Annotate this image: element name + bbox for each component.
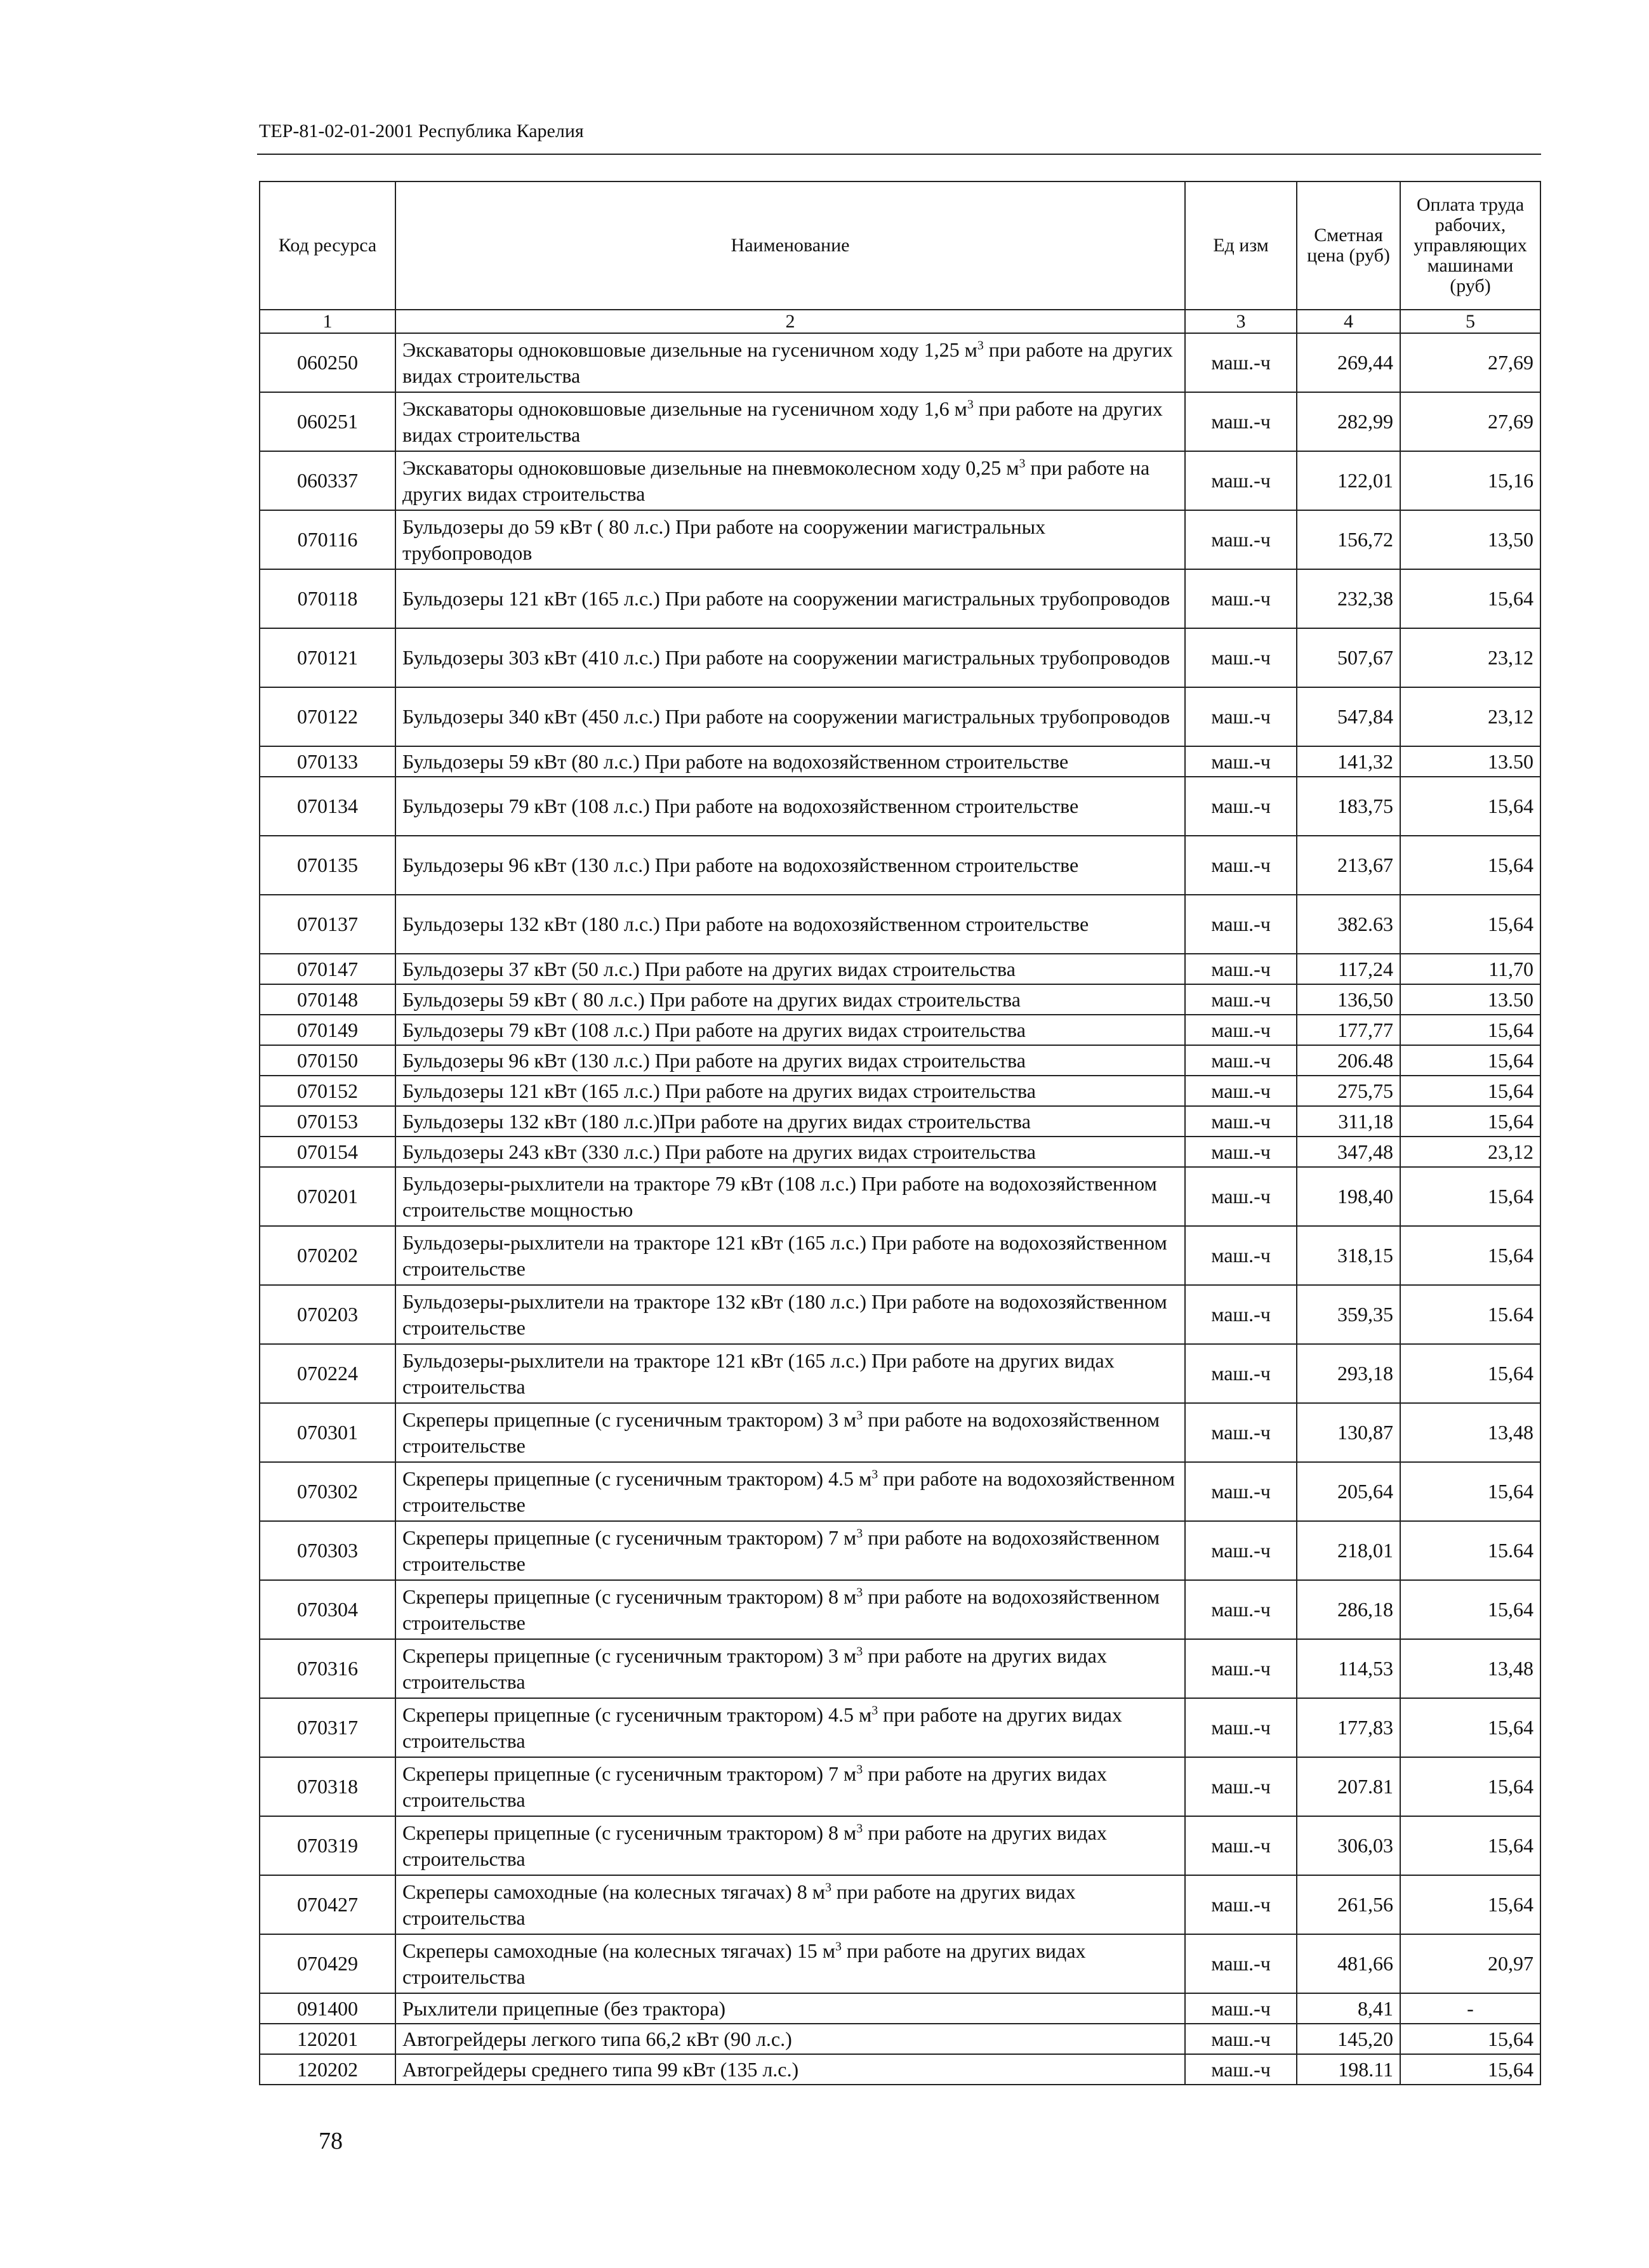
column-number: 2 <box>395 310 1185 333</box>
column-number: 4 <box>1297 310 1400 333</box>
table-header-row <box>260 181 1540 310</box>
table-row <box>260 777 1540 836</box>
resource-name: Скреперы прицепные (с гусеничным трактором) 8 $м^3$ при работе на водохозяйственном строительстве <box>395 1580 1185 1639</box>
operator-wage: 13,48 <box>1400 1403 1540 1462</box>
estimated-price: 130,87 <box>1297 1403 1400 1462</box>
resource-name: Бульдозеры 59 кВт ( 80 л.с.) При работе на других видах строительства <box>395 984 1185 1015</box>
unit-of-measure: маш.-ч <box>1185 1757 1297 1816</box>
unit-of-measure: маш.-ч <box>1185 1015 1297 1045</box>
table-row <box>260 1226 1540 1285</box>
unit-of-measure: маш.-ч <box>1185 628 1297 687</box>
resource-code: 060251 <box>260 392 395 451</box>
resource-code: 070201 <box>260 1167 395 1226</box>
operator-wage: 23,12 <box>1400 687 1540 746</box>
estimated-price: 206.48 <box>1297 1045 1400 1076</box>
table-row <box>260 1015 1540 1045</box>
resource-code: 070429 <box>260 1934 395 1993</box>
table-row <box>260 1106 1540 1137</box>
unit-of-measure: маш.-ч <box>1185 392 1297 451</box>
resource-name: Бульдозеры до 59 кВт ( 80 л.с.) При работе на сооружении магистральных трубопроводов <box>395 510 1185 569</box>
estimated-price: 141,32 <box>1297 746 1400 777</box>
unit-of-measure: маш.-ч <box>1185 1137 1297 1167</box>
resource-code: 070121 <box>260 628 395 687</box>
resource-name: Скреперы прицепные (с гусеничным трактором) 7 $м^3$ при работе на других видах строительства <box>395 1757 1185 1816</box>
unit-of-measure: маш.-ч <box>1185 1639 1297 1698</box>
estimated-price: 213,67 <box>1297 836 1400 895</box>
estimated-price: 507,67 <box>1297 628 1400 687</box>
operator-wage: 15,64 <box>1400 1698 1540 1757</box>
table-row <box>260 836 1540 895</box>
resource-name: Скреперы прицепные (с гусеничным трактором) 4.5 $м^3$ при работе на других видах строительства <box>395 1698 1185 1757</box>
column-number: 5 <box>1400 310 1540 333</box>
estimated-price: 218,01 <box>1297 1521 1400 1580</box>
resource-code: 070316 <box>260 1639 395 1698</box>
resource-code: 070301 <box>260 1403 395 1462</box>
unit-of-measure: маш.-ч <box>1185 836 1297 895</box>
resource-code: 120202 <box>260 2054 395 2085</box>
estimated-price: 261,56 <box>1297 1875 1400 1934</box>
estimated-price: 306,03 <box>1297 1816 1400 1875</box>
resource-code: 070122 <box>260 687 395 746</box>
resource-code: 070318 <box>260 1757 395 1816</box>
operator-wage: 15,64 <box>1400 1816 1540 1875</box>
operator-wage: 23,12 <box>1400 1137 1540 1167</box>
operator-wage: 23,12 <box>1400 628 1540 687</box>
resource-name: Бульдозеры-рыхлители на тракторе 121 кВт (165 л.с.) При работе на других видах строительства <box>395 1344 1185 1403</box>
resource-name: Экскаваторы одноковшовые дизельные на гусеничном ходу 1,25 $м^3$ при работе на других видах строительства <box>395 333 1185 392</box>
resource-name: Бульдозеры 79 кВт (108 л.с.) При работе на водохозяйственном строительстве <box>395 777 1185 836</box>
estimated-price: 122,01 <box>1297 451 1400 510</box>
operator-wage: 15,64 <box>1400 569 1540 628</box>
unit-of-measure: маш.-ч <box>1185 1226 1297 1285</box>
table-row <box>260 1285 1540 1344</box>
resource-name: Экскаваторы одноковшовые дизельные на пневмоколесном ходу 0,25 $м^3$ при работе на других видах строительства <box>395 451 1185 510</box>
operator-wage: 15,64 <box>1400 1344 1540 1403</box>
resource-name: Скреперы прицепные (с гусеничным трактором) 7 $м^3$ при работе на водохозяйственном строительстве <box>395 1521 1185 1580</box>
unit-of-measure: маш.-ч <box>1185 1045 1297 1076</box>
resource-name: Рыхлители прицепные (без трактора) <box>395 1993 1185 2024</box>
operator-wage: 15,64 <box>1400 1226 1540 1285</box>
unit-of-measure: маш.-ч <box>1185 1875 1297 1934</box>
resource-rates-table <box>259 181 1541 2085</box>
resource-name: Бульдозеры 303 кВт (410 л.с.) При работе на сооружении магистральных трубопроводов <box>395 628 1185 687</box>
resource-code: 070202 <box>260 1226 395 1285</box>
resource-name: Бульдозеры 59 кВт (80 л.с.) При работе на водохозяйственном строительстве <box>395 746 1185 777</box>
estimated-price: 177,83 <box>1297 1698 1400 1757</box>
resource-code: 070153 <box>260 1106 395 1137</box>
resource-name: Бульдозеры 132 кВт (180 л.с.)При работе на других видах строительства <box>395 1106 1185 1137</box>
operator-wage: 13.50 <box>1400 984 1540 1015</box>
operator-wage: 15,64 <box>1400 1106 1540 1137</box>
estimated-price: 207.81 <box>1297 1757 1400 1816</box>
resource-code: 070319 <box>260 1816 395 1875</box>
resource-name: Бульдозеры-рыхлители на тракторе 121 кВт (165 л.с.) При работе на водохозяйственном строительстве <box>395 1226 1185 1285</box>
table-row <box>260 569 1540 628</box>
unit-of-measure: маш.-ч <box>1185 569 1297 628</box>
estimated-price: 145,20 <box>1297 2024 1400 2054</box>
operator-wage: 15,16 <box>1400 451 1540 510</box>
unit-of-measure: маш.-ч <box>1185 510 1297 569</box>
unit-of-measure: маш.-ч <box>1185 954 1297 984</box>
unit-of-measure: маш.-ч <box>1185 333 1297 392</box>
estimated-price: 183,75 <box>1297 777 1400 836</box>
estimated-price: 8,41 <box>1297 1993 1400 2024</box>
table-row <box>260 392 1540 451</box>
unit-of-measure: маш.-ч <box>1185 451 1297 510</box>
estimated-price: 198.11 <box>1297 2054 1400 2085</box>
table-row <box>260 1875 1540 1934</box>
estimated-price: 269,44 <box>1297 333 1400 392</box>
resource-code: 070154 <box>260 1137 395 1167</box>
operator-wage: 15,64 <box>1400 1462 1540 1521</box>
unit-of-measure: маш.-ч <box>1185 1934 1297 1993</box>
unit-of-measure: маш.-ч <box>1185 746 1297 777</box>
column-header-name: Наименование <box>395 181 1185 310</box>
unit-of-measure: маш.-ч <box>1185 1076 1297 1106</box>
estimated-price: 286,18 <box>1297 1580 1400 1639</box>
operator-wage: 15,64 <box>1400 1045 1540 1076</box>
unit-of-measure: маш.-ч <box>1185 1521 1297 1580</box>
resource-name: Бульдозеры 96 кВт (130 л.с.) При работе на водохозяйственном строительстве <box>395 836 1185 895</box>
resource-name: Бульдозеры 132 кВт (180 л.с.) При работе на водохозяйственном строительстве <box>395 895 1185 954</box>
table-row <box>260 1698 1540 1757</box>
estimated-price: 198,40 <box>1297 1167 1400 1226</box>
estimated-price: 136,50 <box>1297 984 1400 1015</box>
unit-of-measure: маш.-ч <box>1185 1816 1297 1875</box>
estimated-price: 293,18 <box>1297 1344 1400 1403</box>
operator-wage: 13,48 <box>1400 1639 1540 1698</box>
resource-code: 070133 <box>260 746 395 777</box>
table-row <box>260 746 1540 777</box>
resource-name: Скреперы прицепные (с гусеничным трактором) 3 $м^3$ при работе на других видах строительства <box>395 1639 1185 1698</box>
column-header-wage: Оплата труда рабочих, управляющих машинами (руб) <box>1400 181 1540 310</box>
resource-name: Бульдозеры 96 кВт (130 л.с.) При работе на других видах строительства <box>395 1045 1185 1076</box>
page-number: 78 <box>319 2128 343 2154</box>
unit-of-measure: маш.-ч <box>1185 2054 1297 2085</box>
operator-wage: 15,64 <box>1400 1015 1540 1045</box>
operator-wage: 15,64 <box>1400 895 1540 954</box>
unit-of-measure: маш.-ч <box>1185 1167 1297 1226</box>
table-row <box>260 2024 1540 2054</box>
table-row <box>260 1137 1540 1167</box>
operator-wage: 27,69 <box>1400 333 1540 392</box>
table-body <box>260 333 1540 2085</box>
resource-code: 070147 <box>260 954 395 984</box>
resource-code: 070302 <box>260 1462 395 1521</box>
resource-name: Бульдозеры 37 кВт (50 л.с.) При работе на других видах строительства <box>395 954 1185 984</box>
estimated-price: 481,66 <box>1297 1934 1400 1993</box>
operator-wage: - <box>1400 1993 1540 2024</box>
estimated-price: 114,53 <box>1297 1639 1400 1698</box>
resource-code: 060250 <box>260 333 395 392</box>
estimated-price: 156,72 <box>1297 510 1400 569</box>
table-row <box>260 1521 1540 1580</box>
unit-of-measure: маш.-ч <box>1185 895 1297 954</box>
operator-wage: 11,70 <box>1400 954 1540 984</box>
resource-code: 070148 <box>260 984 395 1015</box>
estimated-price: 232,38 <box>1297 569 1400 628</box>
unit-of-measure: маш.-ч <box>1185 1403 1297 1462</box>
table-row <box>260 1462 1540 1521</box>
resource-name: Скреперы прицепные (с гусеничным трактором) 3 $м^3$ при работе на водохозяйственном строительстве <box>395 1403 1185 1462</box>
resource-code: 070116 <box>260 510 395 569</box>
resource-code: 070152 <box>260 1076 395 1106</box>
resource-code: 070304 <box>260 1580 395 1639</box>
estimated-price: 282,99 <box>1297 392 1400 451</box>
resource-name: Бульдозеры 340 кВт (450 л.с.) При работе на сооружении магистральных трубопроводов <box>395 687 1185 746</box>
estimated-price: 359,35 <box>1297 1285 1400 1344</box>
operator-wage: 15,64 <box>1400 836 1540 895</box>
resource-code: 070224 <box>260 1344 395 1403</box>
resource-code: 070203 <box>260 1285 395 1344</box>
resource-name: Бульдозеры 243 кВт (330 л.с.) При работе на других видах строительства <box>395 1137 1185 1167</box>
table-row <box>260 954 1540 984</box>
table-row <box>260 1076 1540 1106</box>
operator-wage: 13.50 <box>1400 746 1540 777</box>
table-row <box>260 1045 1540 1076</box>
operator-wage: 15,64 <box>1400 1757 1540 1816</box>
resource-code: 060337 <box>260 451 395 510</box>
unit-of-measure: маш.-ч <box>1185 1462 1297 1521</box>
operator-wage: 15,64 <box>1400 1167 1540 1226</box>
table-row <box>260 1816 1540 1875</box>
table-row <box>260 1403 1540 1462</box>
resource-name: Бульдозеры 79 кВт (108 л.с.) При работе на других видах строительства <box>395 1015 1185 1045</box>
unit-of-measure: маш.-ч <box>1185 1993 1297 2024</box>
resource-name: Скреперы самоходные (на колесных тягачах) 8 $м^3$ при работе на других видах строительства <box>395 1875 1185 1934</box>
table-row <box>260 333 1540 392</box>
resource-code: 070118 <box>260 569 395 628</box>
operator-wage: 15,64 <box>1400 1875 1540 1934</box>
unit-of-measure: маш.-ч <box>1185 1698 1297 1757</box>
resource-code: 070317 <box>260 1698 395 1757</box>
resource-code: 070134 <box>260 777 395 836</box>
resource-name: Бульдозеры-рыхлители на тракторе 79 кВт (108 л.с.) При работе на водохозяйственном строительстве мощностью <box>395 1167 1185 1226</box>
resource-name: Скреперы самоходные (на колесных тягачах) 15 $м^3$ при работе на других видах строительства <box>395 1934 1185 1993</box>
operator-wage: 20,97 <box>1400 1934 1540 1993</box>
operator-wage: 15,64 <box>1400 1076 1540 1106</box>
resource-code: 120201 <box>260 2024 395 2054</box>
estimated-price: 382.63 <box>1297 895 1400 954</box>
table-row <box>260 687 1540 746</box>
resource-name: Автогрейдеры среднего типа 99 кВт (135 л.с.) <box>395 2054 1185 2085</box>
resource-name: Скреперы прицепные (с гусеничным трактором) 8 $м^3$ при работе на других видах строительства <box>395 1816 1185 1875</box>
table-row <box>260 1757 1540 1816</box>
unit-of-measure: маш.-ч <box>1185 1344 1297 1403</box>
column-number: 3 <box>1185 310 1297 333</box>
table-row <box>260 2054 1540 2085</box>
operator-wage: 13,50 <box>1400 510 1540 569</box>
unit-of-measure: маш.-ч <box>1185 1285 1297 1344</box>
resource-name: Автогрейдеры легкого типа 66,2 кВт (90 л.с.) <box>395 2024 1185 2054</box>
estimated-price: 547,84 <box>1297 687 1400 746</box>
table-row <box>260 1993 1540 2024</box>
operator-wage: 15,64 <box>1400 2024 1540 2054</box>
resource-name: Бульдозеры 121 кВт (165 л.с.) При работе на других видах строительства <box>395 1076 1185 1106</box>
estimated-price: 275,75 <box>1297 1076 1400 1106</box>
operator-wage: 27,69 <box>1400 392 1540 451</box>
unit-of-measure: маш.-ч <box>1185 687 1297 746</box>
unit-of-measure: маш.-ч <box>1185 984 1297 1015</box>
table-row <box>260 1580 1540 1639</box>
operator-wage: 15,64 <box>1400 1580 1540 1639</box>
column-number-row <box>260 310 1540 333</box>
resource-code: 070303 <box>260 1521 395 1580</box>
column-number: 1 <box>260 310 395 333</box>
table-row <box>260 1167 1540 1226</box>
resource-name: Бульдозеры 121 кВт (165 л.с.) При работе на сооружении магистральных трубопроводов <box>395 569 1185 628</box>
unit-of-measure: маш.-ч <box>1185 1106 1297 1137</box>
column-header-unit: Ед изм <box>1185 181 1297 310</box>
estimated-price: 318,15 <box>1297 1226 1400 1285</box>
resource-name: Экскаваторы одноковшовые дизельные на гусеничном ходу 1,6 $м^3$ при работе на других видах строительства <box>395 392 1185 451</box>
resource-name: Скреперы прицепные (с гусеничным трактором) 4.5 $м^3$ при работе на водохозяйственном строительстве <box>395 1462 1185 1521</box>
unit-of-measure: маш.-ч <box>1185 777 1297 836</box>
resource-code: 070137 <box>260 895 395 954</box>
estimated-price: 205,64 <box>1297 1462 1400 1521</box>
resource-code: 091400 <box>260 1993 395 2024</box>
estimated-price: 117,24 <box>1297 954 1400 984</box>
resource-code: 070427 <box>260 1875 395 1934</box>
table-row <box>260 628 1540 687</box>
table-row <box>260 510 1540 569</box>
estimated-price: 311,18 <box>1297 1106 1400 1137</box>
unit-of-measure: маш.-ч <box>1185 2024 1297 2054</box>
table-row <box>260 984 1540 1015</box>
table-row <box>260 1934 1540 1993</box>
table-row <box>260 1344 1540 1403</box>
column-header-price: Сметная цена (руб) <box>1297 181 1400 310</box>
unit-of-measure: маш.-ч <box>1185 1580 1297 1639</box>
operator-wage: 15.64 <box>1400 1521 1540 1580</box>
operator-wage: 15.64 <box>1400 1285 1540 1344</box>
operator-wage: 15,64 <box>1400 2054 1540 2085</box>
estimated-price: 177,77 <box>1297 1015 1400 1045</box>
column-header-code: Код ресурса <box>260 181 395 310</box>
estimated-price: 347,48 <box>1297 1137 1400 1167</box>
header-divider <box>257 154 1541 155</box>
resource-code: 070150 <box>260 1045 395 1076</box>
table-row <box>260 895 1540 954</box>
page-header: ТЕР-81-02-01-2001 Республика Карелия <box>259 121 584 142</box>
table-row <box>260 451 1540 510</box>
resource-code: 070135 <box>260 836 395 895</box>
operator-wage: 15,64 <box>1400 777 1540 836</box>
resource-code: 070149 <box>260 1015 395 1045</box>
resource-name: Бульдозеры-рыхлители на тракторе 132 кВт (180 л.с.) При работе на водохозяйственном строительстве <box>395 1285 1185 1344</box>
table-row <box>260 1639 1540 1698</box>
